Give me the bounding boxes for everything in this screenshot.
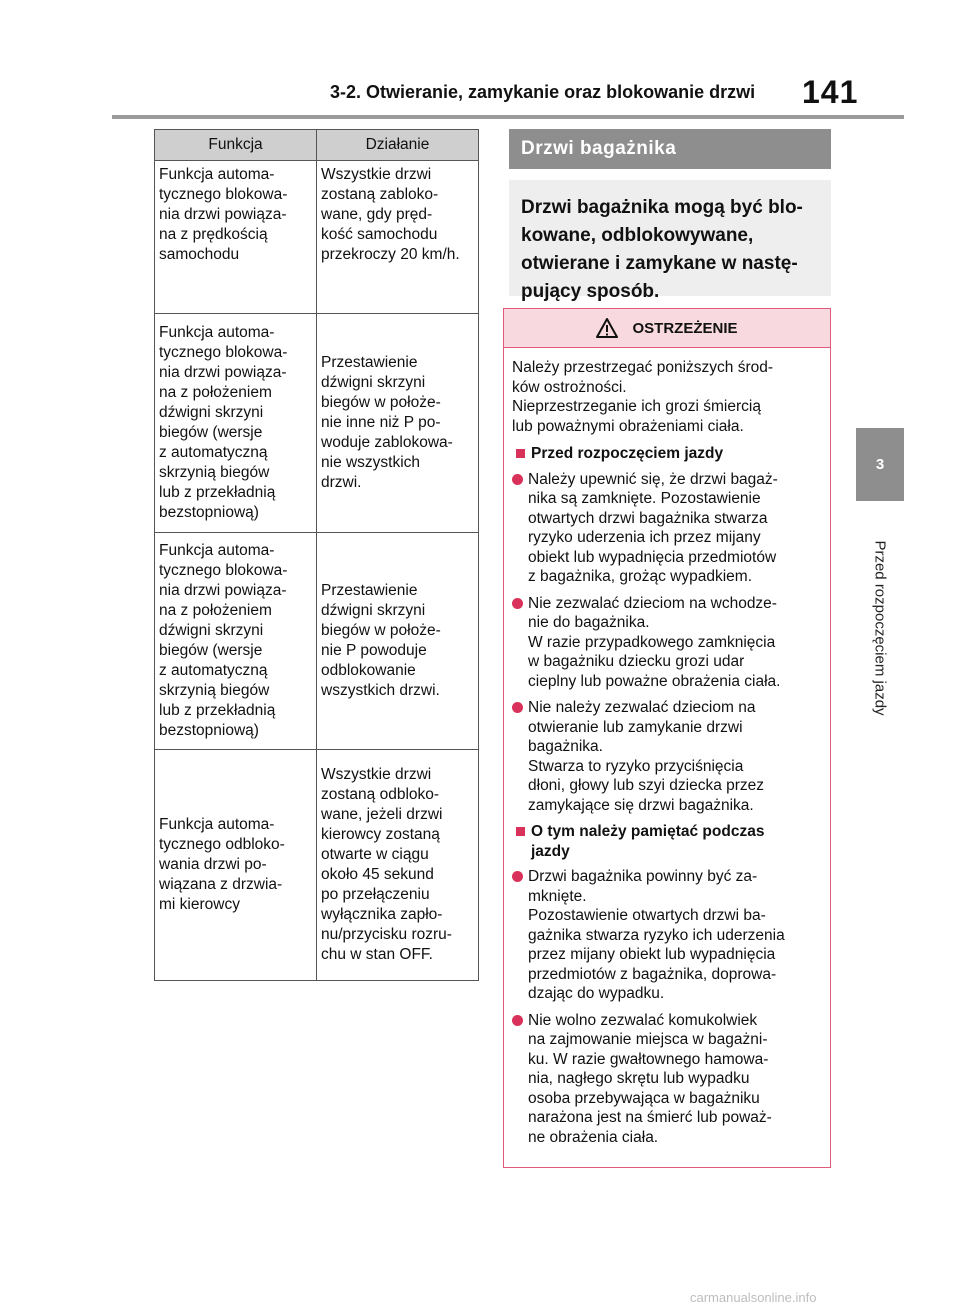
- warning-subheading: Przed rozpoczęciem jazdy: [516, 444, 824, 464]
- bullet-dot-icon: [512, 1015, 523, 1026]
- table-row: [155, 533, 479, 750]
- warning-box: [503, 308, 831, 1168]
- table-cell-action: Wszystkie drzwi zostaną zabloko- wane, gdy pręd- kość samochodu przekroczy 20 km/h.: [317, 161, 479, 314]
- list-item: Nie zezwalać dzieciom na wchodze- nie do bagażnika. W razie przypadkowego zamknięcia w bagażniku dziecku grozi udar cieplny lub poważne obrażenia ciała.: [512, 594, 824, 692]
- section-intro: Drzwi bagażnika mogą być blo- kowane, odblokowywane, otwierane i zamykane w nastę- pujący sposób.: [509, 180, 831, 296]
- column-header: Funkcja: [155, 130, 317, 161]
- bullet-dot-icon: [512, 598, 523, 609]
- square-bullet-icon: [516, 449, 525, 458]
- page-number: 141: [802, 74, 859, 110]
- list-item: Drzwi bagażnika powinny być za- mknięte. Pozostawienie otwartych drzwi ba- gażnika stwarza ryzyko ich uderzenia przez mijany obiekt lub wypadnięcia przedmiotów z bagażnika, doprowa- dzając do wypadku.: [512, 867, 824, 1004]
- chapter-number: 3: [875, 456, 885, 473]
- warning-triangle-icon: [596, 318, 618, 338]
- section-heading: 3-2. Otwieranie, zamykanie oraz blokowanie drzwi: [330, 82, 756, 102]
- column-header: Działanie: [317, 130, 479, 161]
- section-title: Drzwi bagażnika: [509, 129, 831, 169]
- chapter-tab: [856, 428, 904, 501]
- table-cell-action: Przestawienie dźwigni skrzyni biegów w położe- nie P powoduje odblokowanie wszystkich drzwi.: [317, 533, 479, 750]
- table-cell-function: Funkcja automa- tycznego blokowa- nia drzwi powiąza- na z położeniem dźwigni skrzyni biegów (wersje z automatyczną skrzynią biegów lub z przekładnią bezstopniową): [155, 314, 317, 533]
- bullet-dot-icon: [512, 474, 523, 485]
- warning-subheading: O tym należy pamiętać podczas jazdy: [516, 822, 824, 861]
- table-cell-action: Przestawienie dźwigni skrzyni biegów w położe- nie inne niż P po- woduje zablokowa- nie wszystkich drzwi.: [317, 314, 479, 533]
- header-divider: [112, 115, 904, 119]
- warning-body: [504, 348, 830, 1147]
- table-row: [155, 750, 479, 981]
- table-header-row: [155, 130, 479, 161]
- table-row: [155, 314, 479, 533]
- table-cell-function: Funkcja automa- tycznego blokowa- nia drzwi powiąza- na z położeniem dźwigni skrzyni biegów (wersje z automatyczną skrzynią biegów lub z przekładnią bezstopniową): [155, 533, 317, 750]
- chapter-title: Przed rozpoczęciem jazdy: [871, 540, 889, 716]
- bullet-dot-icon: [512, 702, 523, 713]
- function-table: [154, 129, 479, 981]
- list-item: Nie wolno zezwalać komukolwiek na zajmowanie miejsca w bagażni- ku. W razie gwałtownego hamowa- nia, nagłego skrętu lub wypadku osoba przebywająca w bagażniku narażona jest na śmierć lub poważ- ne obrażenia ciała.: [512, 1011, 824, 1148]
- table-cell-function: Funkcja automa- tycznego blokowa- nia drzwi powiąza- na z prędkością samochodu: [155, 161, 317, 314]
- list-item: Należy upewnić się, że drzwi bagaż- nika są zamknięte. Pozostawienie otwartych drzwi bagażnika stwarza ryzyko uderzenia ich przez mijany obiekt lub wypadnięcia przedmiotów z bagażnika, grożąc wypadkiem.: [512, 470, 824, 587]
- table-row: [155, 161, 479, 314]
- list-item: Nie należy zezwalać dzieciom na otwieranie lub zamykanie drzwi bagażnika. Stwarza to ryzyko przyciśnięcia dłoni, głowy lub szyi dziecka przez zamykające się drzwi bagażnika.: [512, 698, 824, 815]
- warning-intro: Należy przestrzegać poniższych środ- ków ostrożności. Nieprzestrzeganie ich grozi śmiercią lub poważnymi obrażeniami ciała.: [512, 359, 774, 435]
- warning-header: [504, 309, 830, 348]
- table-cell-function: Funkcja automa- tycznego odbloko- wania drzwi po- wiązana z drzwia- mi kierowcy: [155, 750, 317, 981]
- table-cell-action: Wszystkie drzwi zostaną odbloko- wane, jeżeli drzwi kierowcy zostaną otwarte w ciągu około 45 sekund po przełączeniu wyłącznika zapło- nu/przycisku rozru- chu w stan OFF.: [317, 750, 479, 981]
- bullet-dot-icon: [512, 871, 523, 882]
- watermark: carmanualsonline.info: [690, 1290, 817, 1305]
- warning-title: OSTRZEŻENIE: [632, 319, 738, 337]
- square-bullet-icon: [516, 827, 525, 836]
